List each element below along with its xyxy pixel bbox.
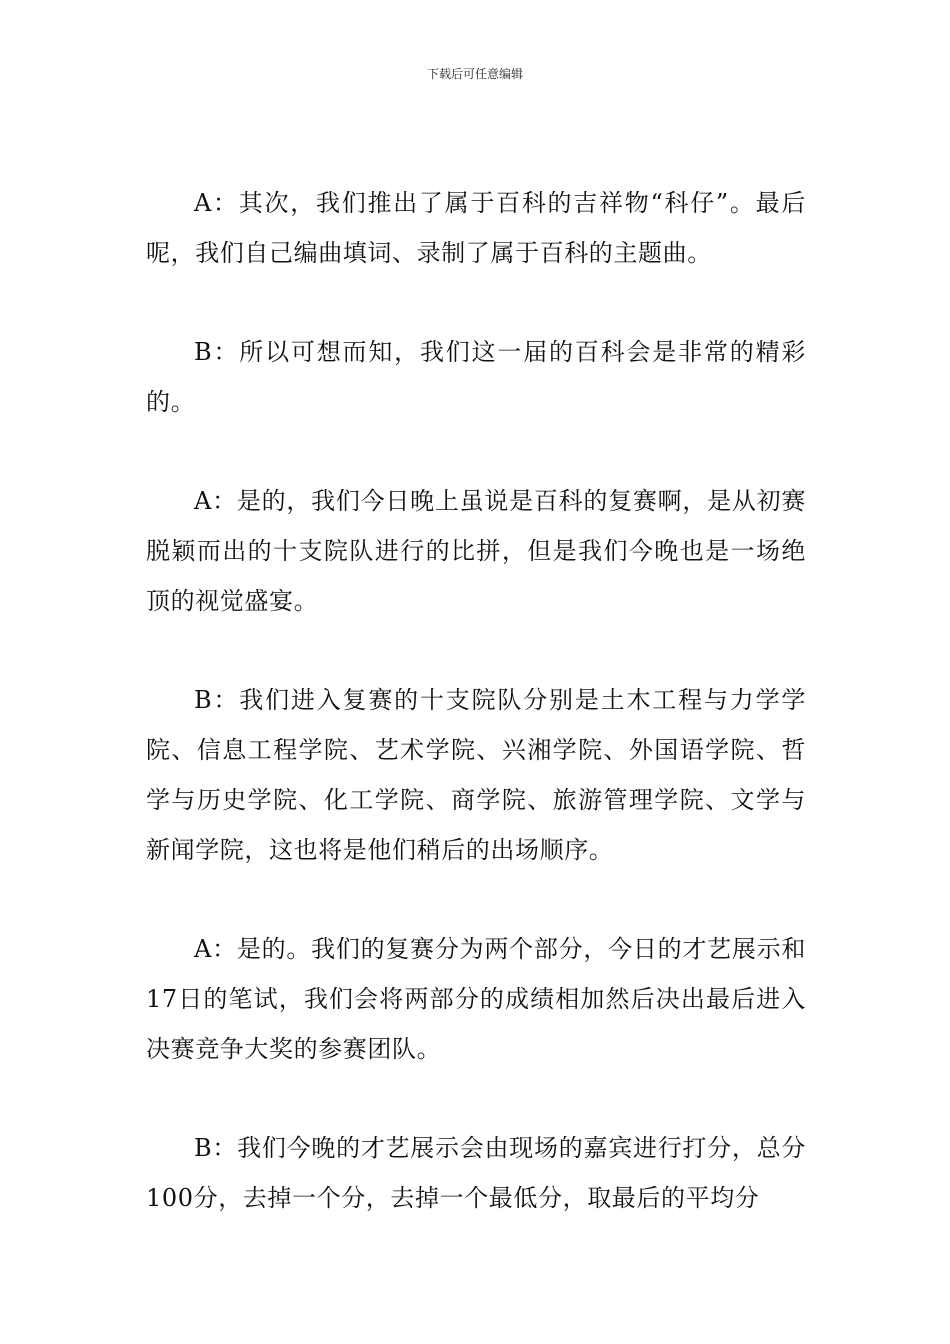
page-header-note: 下载后可任意编辑 (426, 67, 523, 81)
dialogue-paragraph: A：是的，我们今日晚上虽说是百科的复赛啊，是从初赛脱颖而出的十支院队进行的比拼，但是我们今晚也是一场绝顶的视觉盛宴。 (146, 487, 806, 615)
document-body (146, 178, 806, 1272)
dialogue-paragraph: A：是的。我们的复赛分为两个部分，今日的才艺展示和17日的笔试，我们会将两部分的成绩相加然后决出最后进入决赛竞争大奖的参赛团队。 (146, 935, 806, 1063)
dialogue-paragraph: B：我们进入复赛的十支院队分别是土木工程与力学学院、信息工程学院、艺术学院、兴湘学院、外国语学院、哲学与历史学院、化工学院、商学院、旅游管理学院、文学与新闻学院，这也将是他们稍后的出场顺序。 (146, 686, 806, 864)
dialogue-paragraph: B：所以可想而知，我们这一届的百科会是非常的精彩的。 (146, 338, 806, 416)
dialogue-paragraph: B：我们今晚的才艺展示会由现场的嘉宾进行打分，总分100分，去掉一个分，去掉一个最低分，取最后的平均分 (146, 1134, 806, 1212)
dialogue-paragraph: A：其次，我们推出了属于百科的吉祥物“科仔”。最后呢，我们自己编曲填词、录制了属于百科的主题曲。 (146, 189, 806, 267)
